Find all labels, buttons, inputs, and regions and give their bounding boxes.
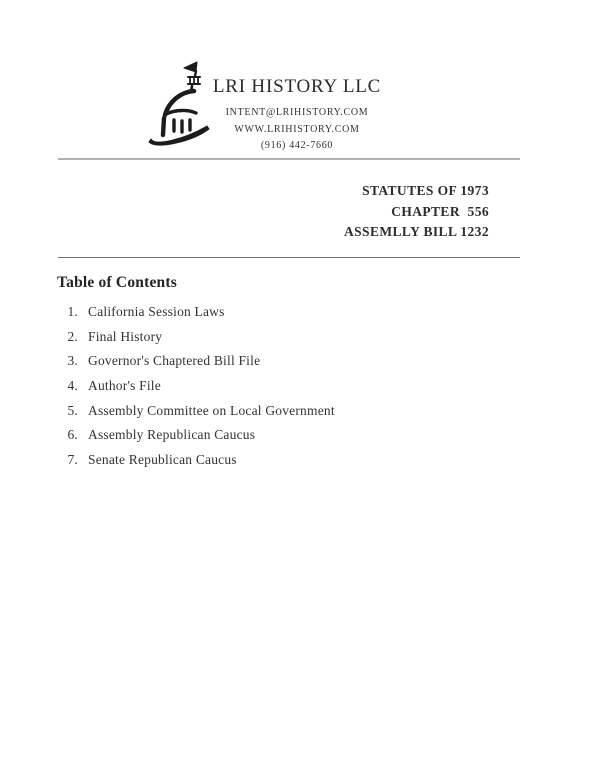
toc-item-number: 3. — [67, 353, 78, 369]
toc-item-number: 6. — [67, 427, 78, 443]
toc-item-label: Assembly Republican Caucus — [88, 427, 256, 443]
toc-item — [57, 428, 335, 442]
toc-item — [57, 379, 335, 393]
toc-item-label: Assembly Committee on Local Government — [88, 402, 335, 418]
toc-item-number: 4. — [67, 378, 78, 394]
toc-item-number: 7. — [67, 452, 78, 468]
reference-block — [344, 181, 489, 243]
toc-item-label: Final History — [88, 328, 163, 344]
toc-item-number: 5. — [67, 402, 78, 418]
toc-item-label: Governor's Chaptered Bill File — [88, 353, 261, 369]
toc-item — [57, 305, 335, 319]
company-name: LRI HISTORY LLC — [212, 76, 382, 97]
statutes-line: STATUTES OF 1973 — [362, 183, 489, 198]
toc-list — [57, 305, 335, 478]
company-phone: (916) 442-7660 — [260, 140, 334, 151]
toc-title: Table of Contents — [57, 274, 177, 291]
company-website: WWW.LRIHISTORY.COM — [234, 123, 360, 135]
letterhead-text — [0, 76, 597, 155]
toc-item — [57, 354, 335, 368]
company-email: INTENT@LRIHISTORY.COM — [225, 107, 369, 118]
divider-bottom — [58, 257, 520, 258]
assembly-bill-line: ASSEMLLY BILL 1232 — [343, 224, 489, 239]
toc-item — [57, 330, 335, 344]
toc-item — [57, 453, 335, 467]
toc-item-number: 1. — [67, 304, 78, 319]
toc-item-label: California Session Laws — [88, 304, 225, 319]
chapter-line: CHAPTER 556 — [391, 203, 489, 219]
toc-item-label: Author's File — [88, 378, 161, 394]
toc-item-number: 2. — [67, 328, 78, 344]
toc-item-label: Senate Republican Caucus — [88, 452, 237, 468]
toc-item — [57, 404, 335, 418]
divider-top — [58, 158, 520, 160]
